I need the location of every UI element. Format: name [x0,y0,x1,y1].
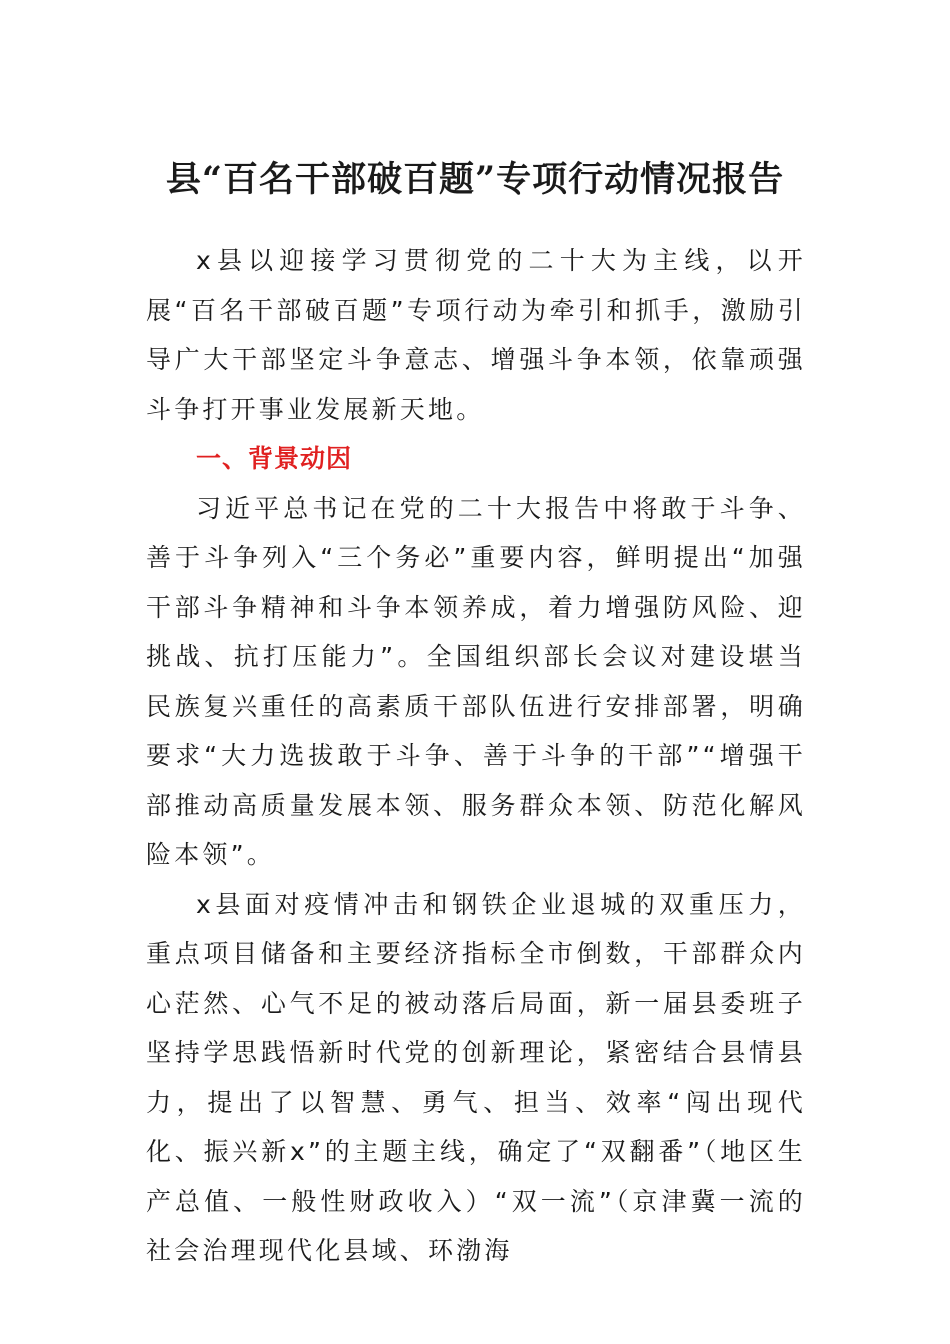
background-paragraph-1: 习近平总书记在党的二十大报告中将敢于斗争、善于斗争列入“三个务必”重要内容，鲜明提出“加强干部斗争精神和斗争本领养成，着力增强防风险、迎挑战、抗打压能力”。全国组织部长会议对建设堪当民族复兴重任的高素质干部队伍进行安排部署，明确要求“大力选拔敢于斗争、善于斗争的干部”“增强干部推动高质量发展本领、服务群众本领、防范化解风险本领”。 [146,493,806,869]
document-title: 县“百名干部破百题”专项行动情况报告 [165,159,785,200]
document-body [146,236,806,1276]
intro-paragraph: x县以迎接学习贯彻党的二十大为主线，以开展“百名干部破百题”专项行动为牵引和抓手，激励引导广大干部坚定斗争意志、增强斗争本领，依靠顽强斗争打开事业发展新天地。 [146,246,806,424]
background-paragraph-2: x县面对疫情冲击和钢铁企业退城的双重压力，重点项目储备和主要经济指标全市倒数，干部群众内心茫然、心气不足的被动落后局面，新一届县委班子坚持学思践悟新时代党的创新理论，紧密结合县情县力，提出了以智慧、勇气、担当、效率“闯出现代化、振兴新x”的主题主线，确定了“双翻番”（地区生产总值、一般性财政收入）“双一流”（京津冀一流的社会治理现代化县域、环渤海 [146,889,806,1265]
section-heading-background: 一、背景动因 [196,444,353,473]
